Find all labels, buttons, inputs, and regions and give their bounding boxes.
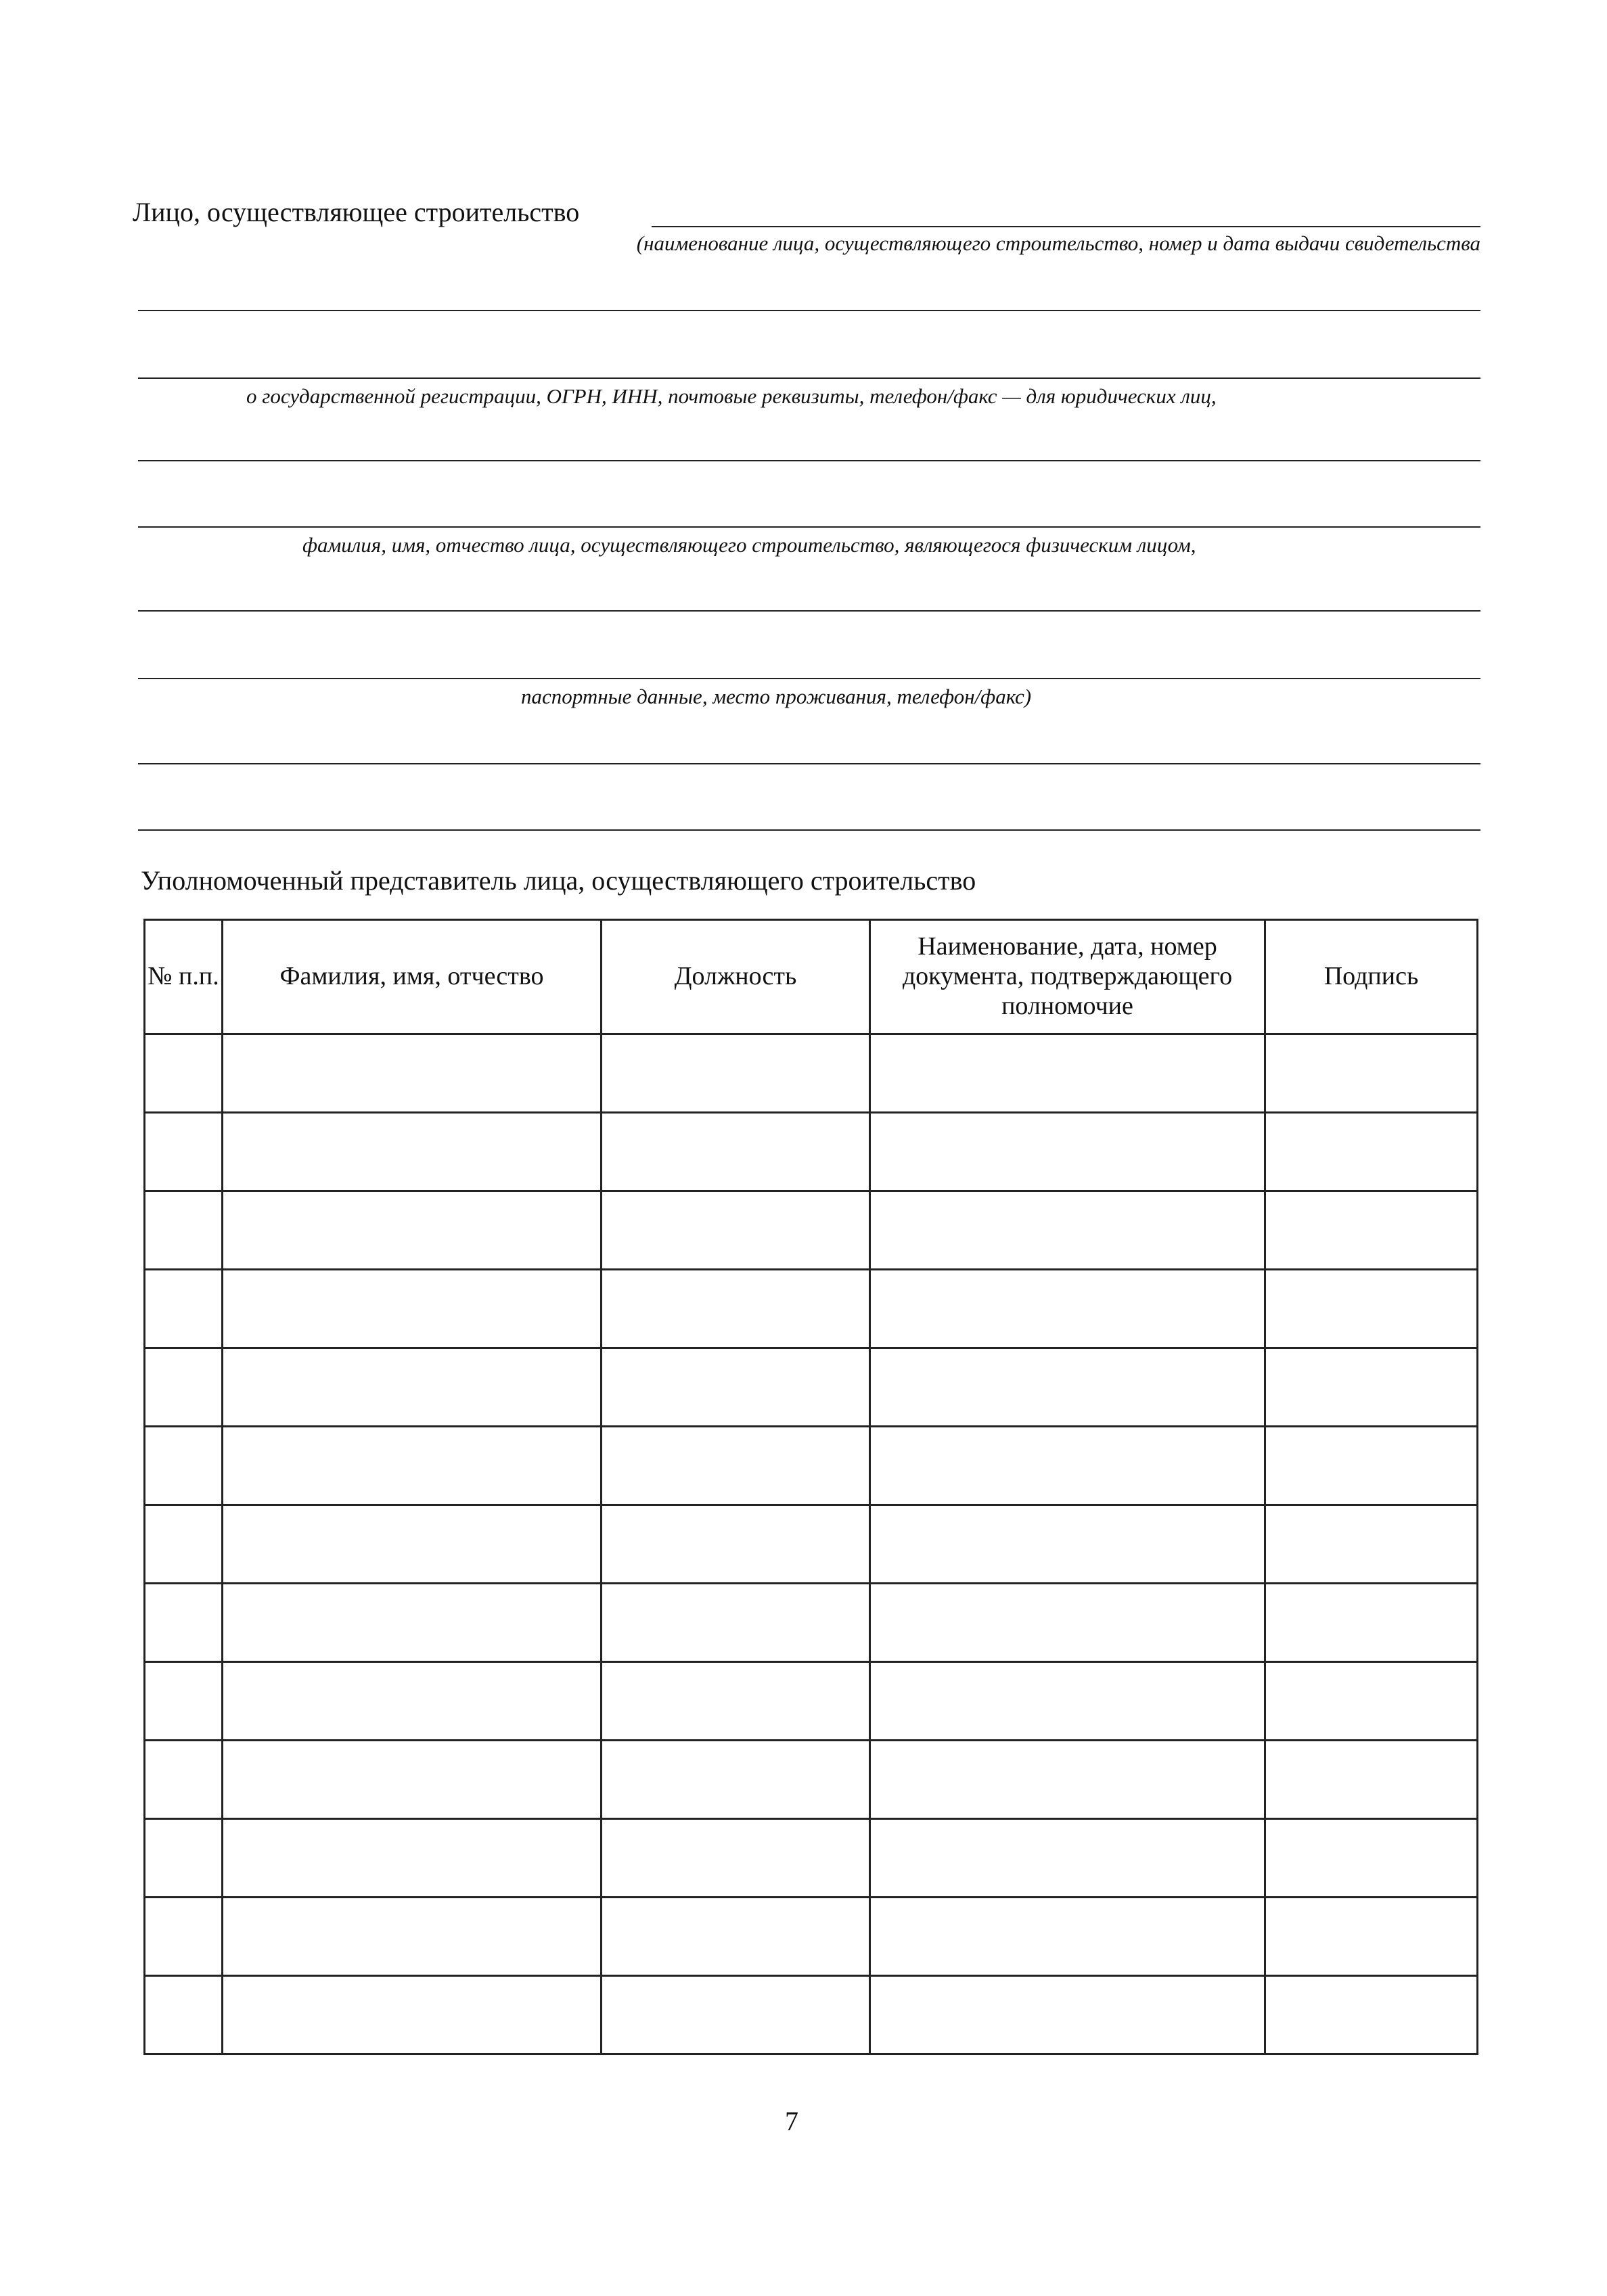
table-row (145, 1427, 1478, 1505)
cell-number[interactable] (145, 1584, 223, 1662)
cell-signature[interactable] (1265, 1270, 1478, 1348)
cell-authority-document[interactable] (870, 1427, 1265, 1505)
cell-authority-document[interactable] (870, 1505, 1265, 1584)
table-row (145, 1113, 1478, 1191)
cell-position[interactable] (602, 1976, 870, 2054)
col-header-authority-document: Наименование, дата, номер документа, подтверждающего полномочие (870, 920, 1265, 1034)
builder-fill-line-1[interactable] (138, 310, 1480, 311)
table-row (145, 1976, 1478, 2054)
cell-full-name[interactable] (223, 1427, 602, 1505)
cell-number[interactable] (145, 1427, 223, 1505)
cell-number[interactable] (145, 1191, 223, 1270)
cell-signature[interactable] (1265, 1741, 1478, 1819)
cell-full-name[interactable] (223, 1584, 602, 1662)
col-header-full-name: Фамилия, имя, отчество (223, 920, 602, 1034)
table-row (145, 1191, 1478, 1270)
builder-fill-line-5[interactable] (138, 610, 1480, 612)
builder-fill-line-4[interactable] (138, 526, 1480, 528)
cell-position[interactable] (602, 1034, 870, 1113)
cell-full-name[interactable] (223, 1819, 602, 1898)
builder-caption-4: паспортные данные, место проживания, телефон/факс) (521, 685, 1032, 708)
cell-full-name[interactable] (223, 1898, 602, 1976)
cell-position[interactable] (602, 1427, 870, 1505)
cell-signature[interactable] (1265, 1427, 1478, 1505)
cell-full-name[interactable] (223, 1034, 602, 1113)
cell-number[interactable] (145, 1898, 223, 1976)
cell-signature[interactable] (1265, 1976, 1478, 2054)
builder-label: Лицо, осуществляющее строительство (133, 197, 580, 227)
cell-authority-document[interactable] (870, 1819, 1265, 1898)
cell-full-name[interactable] (223, 1976, 602, 2054)
cell-number[interactable] (145, 1741, 223, 1819)
cell-authority-document[interactable] (870, 1741, 1265, 1819)
cell-signature[interactable] (1265, 1113, 1478, 1191)
table-row (145, 1270, 1478, 1348)
builder-caption-1: (наименование лица, осуществляющего строительство, номер и дата выдачи свидетельства (636, 231, 1480, 255)
cell-position[interactable] (602, 1113, 870, 1191)
cell-authority-document[interactable] (870, 1584, 1265, 1662)
cell-authority-document[interactable] (870, 1113, 1265, 1191)
page-number: 7 (785, 2106, 798, 2136)
cell-signature[interactable] (1265, 1819, 1478, 1898)
cell-full-name[interactable] (223, 1741, 602, 1819)
table-row (145, 1898, 1478, 1976)
cell-position[interactable] (602, 1270, 870, 1348)
cell-authority-document[interactable] (870, 1662, 1265, 1741)
cell-position[interactable] (602, 1348, 870, 1427)
cell-position[interactable] (602, 1819, 870, 1898)
cell-signature[interactable] (1265, 1034, 1478, 1113)
cell-full-name[interactable] (223, 1505, 602, 1584)
cell-position[interactable] (602, 1662, 870, 1741)
table-row (145, 1662, 1478, 1741)
cell-number[interactable] (145, 1270, 223, 1348)
cell-authority-document[interactable] (870, 1034, 1265, 1113)
col-header-signature: Подпись (1265, 920, 1478, 1034)
table-header-row (145, 920, 1478, 1034)
cell-signature[interactable] (1265, 1662, 1478, 1741)
cell-number[interactable] (145, 1662, 223, 1741)
cell-number[interactable] (145, 1113, 223, 1191)
cell-position[interactable] (602, 1898, 870, 1976)
builder-fill-line-6[interactable] (138, 678, 1480, 679)
representative-table (143, 919, 1478, 2055)
col-header-number: № п.п. (145, 920, 223, 1034)
table-row (145, 1741, 1478, 1819)
representative-heading: Уполномоченный представитель лица, осуществляющего строительство (141, 865, 976, 896)
cell-position[interactable] (602, 1191, 870, 1270)
builder-fill-line-7[interactable] (138, 763, 1480, 764)
cell-number[interactable] (145, 1348, 223, 1427)
cell-full-name[interactable] (223, 1191, 602, 1270)
cell-signature[interactable] (1265, 1348, 1478, 1427)
cell-number[interactable] (145, 1505, 223, 1584)
cell-full-name[interactable] (223, 1348, 602, 1427)
builder-fill-line-8[interactable] (138, 829, 1480, 831)
table-row (145, 1584, 1478, 1662)
cell-full-name[interactable] (223, 1662, 602, 1741)
builder-fill-line-3[interactable] (138, 460, 1480, 461)
cell-authority-document[interactable] (870, 1348, 1265, 1427)
cell-authority-document[interactable] (870, 1191, 1265, 1270)
cell-number[interactable] (145, 1034, 223, 1113)
table-row (145, 1034, 1478, 1113)
cell-signature[interactable] (1265, 1505, 1478, 1584)
cell-authority-document[interactable] (870, 1898, 1265, 1976)
cell-position[interactable] (602, 1741, 870, 1819)
col-header-position: Должность (602, 920, 870, 1034)
builder-name-line[interactable] (652, 226, 1480, 227)
cell-number[interactable] (145, 1819, 223, 1898)
cell-signature[interactable] (1265, 1898, 1478, 1976)
cell-signature[interactable] (1265, 1584, 1478, 1662)
cell-position[interactable] (602, 1505, 870, 1584)
cell-position[interactable] (602, 1584, 870, 1662)
builder-fill-line-2[interactable] (138, 377, 1480, 379)
cell-signature[interactable] (1265, 1191, 1478, 1270)
cell-full-name[interactable] (223, 1113, 602, 1191)
table-row (145, 1348, 1478, 1427)
table-row (145, 1819, 1478, 1898)
builder-caption-2: о государственной регистрации, ОГРН, ИНН, почтовые реквизиты, телефон/факс — для юридических лиц, (246, 384, 1217, 408)
cell-authority-document[interactable] (870, 1976, 1265, 2054)
builder-caption-3: фамилия, имя, отчество лица, осуществляющего строительство, являющегося физическим лицом, (302, 533, 1196, 557)
cell-authority-document[interactable] (870, 1270, 1265, 1348)
table-row (145, 1505, 1478, 1584)
cell-full-name[interactable] (223, 1270, 602, 1348)
cell-number[interactable] (145, 1976, 223, 2054)
